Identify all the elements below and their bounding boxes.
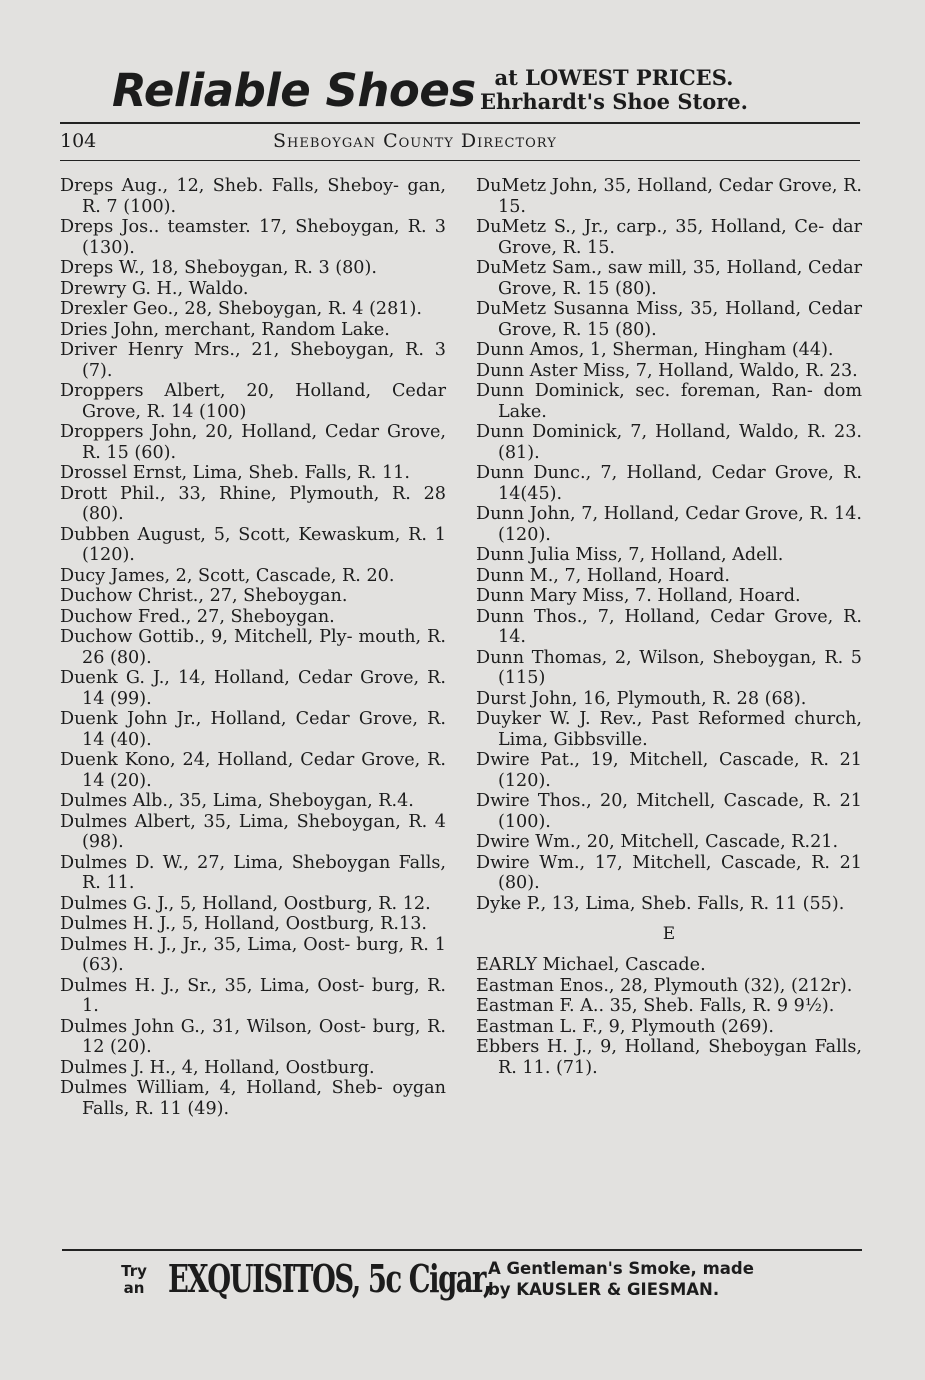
directory-entry: Dunn Dominick, sec. foreman, Ran- dom Lake. (476, 381, 862, 422)
directory-entry: Drott Phil., 33, Rhine, Plymouth, R. 28 (80). (60, 483, 446, 524)
directory-entry: DuMetz Susanna Miss, 35, Holland, Cedar Grove, R. 15 (80). (476, 299, 862, 340)
footer-rule (62, 1249, 862, 1251)
directory-entry: Dunn Julia Miss, 7, Holland, Adell. (476, 545, 784, 565)
ad-try-an (120, 1263, 148, 1297)
directory-entry: Dreps Jos.. teamster. 17, Sheboygan, R. 3 (130). (60, 217, 446, 258)
ad-tagline-line2: Ehrhardt's Shoe Store. (480, 89, 748, 114)
ad-tagline-line1: at LOWEST PRICES. (494, 65, 734, 90)
directory-entry: Dwire Thos., 20, Mitchell, Cascade, R. 21 (100). (476, 791, 862, 832)
directory-entry: Duenk G. J., 14, Holland, Cedar Grove, R. 14 (99). (60, 668, 446, 709)
directory-entry: Dulmes William, 4, Holland, Sheb- oygan Falls, R. 11 (49). (60, 1078, 446, 1119)
directory-entry: Dunn Thos., 7, Holland, Cedar Grove, R. 14. (476, 606, 862, 647)
directory-entry: Dwire Wm., 20, Mitchell, Cascade, R.21. (476, 832, 839, 852)
directory-entry: Dreps W., 18, Sheboygan, R. 3 (80). (60, 258, 377, 278)
directory-entry: Dulmes John G., 31, Wilson, Oost- burg, R. 12 (20). (60, 1016, 446, 1057)
ad-headline: Reliable Shoes (112, 64, 476, 117)
right-column (476, 176, 862, 1078)
directory-entry: Duenk Kono, 24, Holland, Cedar Grove, R. 14 (20). (60, 750, 446, 791)
directory-entry: Dries John, merchant, Random Lake. (60, 319, 390, 340)
directory-entry: Dulmes D. W., 27, Lima, Sheboygan Falls, R. 11. (60, 852, 446, 893)
directory-entry: Dulmes H. J., Sr., 35, Lima, Oost- burg, R. 1. (60, 975, 446, 1016)
directory-entry: Drexler Geo., 28, Sheboygan, R. 4 (281). (60, 299, 422, 319)
directory-entry: Dyke P., 13, Lima, Sheb. Falls, R. 11 (55). (476, 893, 845, 914)
cigar-tagline-line1: A Gentleman's Smoke, made (488, 1259, 754, 1278)
directory-entry: Droppers Albert, 20, Holland, Cedar Grove, R. 14 (100) (60, 381, 446, 422)
directory-entry: Duchow Fred., 27, Sheboygan. (60, 606, 335, 627)
shoe-store-advertisement (112, 62, 832, 122)
directory-entry: Duchow Gottib., 9, Mitchell, Ply- mouth, R. 26 (80). (60, 627, 446, 668)
directory-entry: Dwire Pat., 19, Mitchell, Cascade, R. 21 (120). (476, 750, 862, 791)
directory-entry: Drossel Ernst, Lima, Sheb. Falls, R. 11. (60, 463, 410, 483)
directory-entry: Dulmes H. J., Jr., 35, Lima, Oost- burg, R. 1 (63). (60, 934, 446, 975)
directory-entry: Dreps Aug., 12, Sheb. Falls, Sheboy- gan, R. 7 (100). (60, 176, 446, 217)
directory-entry: Eastman Enos., 28, Plymouth (32), (212r). (476, 975, 853, 996)
right-column-d-entries (476, 176, 862, 914)
directory-entry: Eastman L. F., 9, Plymouth (269). (476, 1016, 774, 1037)
directory-entry: Dulmes G. J., 5, Holland, Oostburg, R. 12. (60, 893, 431, 914)
directory-entry: Dunn John, 7, Holland, Cedar Grove, R. 14. (120). (476, 504, 862, 545)
directory-entry: Durst John, 16, Plymouth, R. 28 (68). (476, 688, 807, 709)
directory-entry: Dulmes Albert, 35, Lima, Sheboygan, R. 4 (98). (60, 811, 446, 852)
directory-entry: EARLY Michael, Cascade. (476, 955, 706, 975)
header-rule-bottom (60, 160, 860, 161)
ad-tagline (480, 66, 748, 114)
directory-entry: Ducy James, 2, Scott, Cascade, R. 20. (60, 565, 395, 586)
directory-entry: Dunn Dominick, 7, Holland, Waldo, R. 23. (81). (476, 422, 862, 463)
directory-entry: Dulmes J. H., 4, Holland, Oostburg. (60, 1057, 375, 1078)
left-column (60, 176, 446, 1119)
directory-entry: Dunn Dunc., 7, Holland, Cedar Grove, R. 14(45). (476, 463, 862, 504)
directory-entry: Driver Henry Mrs., 21, Sheboygan, R. 3 (7). (60, 340, 446, 381)
directory-entry: Ebbers H. J., 9, Holland, Sheboygan Falls, R. 11. (71). (476, 1037, 862, 1078)
directory-entry: Duenk John Jr., Holland, Cedar Grove, R. 14 (40). (60, 709, 446, 750)
directory-entry: Dwire Wm., 17, Mitchell, Cascade, R. 21 (80). (476, 852, 862, 893)
directory-entry: DuMetz John, 35, Holland, Cedar Grove, R. 15. (476, 176, 862, 217)
directory-entry: Dubben August, 5, Scott, Kewaskum, R. 1 (120). (60, 524, 446, 565)
cigar-advertisement (120, 1256, 820, 1306)
directory-entry: Dulmes H. J., 5, Holland, Oostburg, R.13. (60, 914, 427, 934)
directory-entry: Dunn Thomas, 2, Wilson, Sheboygan, R. 5 (115) (476, 647, 862, 688)
directory-entry: DuMetz Sam., saw mill, 35, Holland, Cedar Grove, R. 15 (80). (476, 258, 862, 299)
running-head: Sheboygan County Directory (273, 130, 557, 152)
cigar-brand: EXQUISITOS, 5c Cigar, (168, 1256, 492, 1301)
ad-try: Try (121, 1262, 147, 1280)
directory-entry: Dulmes Alb., 35, Lima, Sheboygan, R.4. (60, 791, 414, 811)
directory-entry: Eastman F. A.. 35, Sheb. Falls, R. 9 9½). (476, 996, 835, 1016)
directory-entry: Dunn Aster Miss, 7, Holland, Waldo, R. 23. (476, 360, 858, 381)
page-number: 104 (60, 130, 97, 152)
directory-entry: Duyker W. J. Rev., Past Reformed church, Lima, Gibbsville. (476, 709, 862, 750)
cigar-tagline (488, 1258, 754, 1300)
cigar-tagline-line2: by KAUSLER & GIESMAN. (488, 1280, 720, 1299)
directory-entry: Duchow Christ., 27, Sheboygan. (60, 586, 348, 606)
right-column-e-entries (476, 955, 862, 1078)
header-rule-top (60, 122, 860, 124)
directory-entry: Drewry G. H., Waldo. (60, 278, 249, 299)
directory-entry: Dunn M., 7, Holland, Hoard. (476, 565, 731, 586)
directory-entry: Droppers John, 20, Holland, Cedar Grove, R. 15 (60). (60, 422, 446, 463)
directory-entry: Dunn Amos, 1, Sherman, Hingham (44). (476, 340, 834, 360)
ad-an: an (123, 1279, 145, 1297)
directory-entry: Dunn Mary Miss, 7. Holland, Hoard. (476, 586, 801, 606)
section-letter-e: E (662, 924, 676, 944)
directory-entry: DuMetz S., Jr., carp., 35, Holland, Ce- dar Grove, R. 15. (476, 217, 862, 258)
